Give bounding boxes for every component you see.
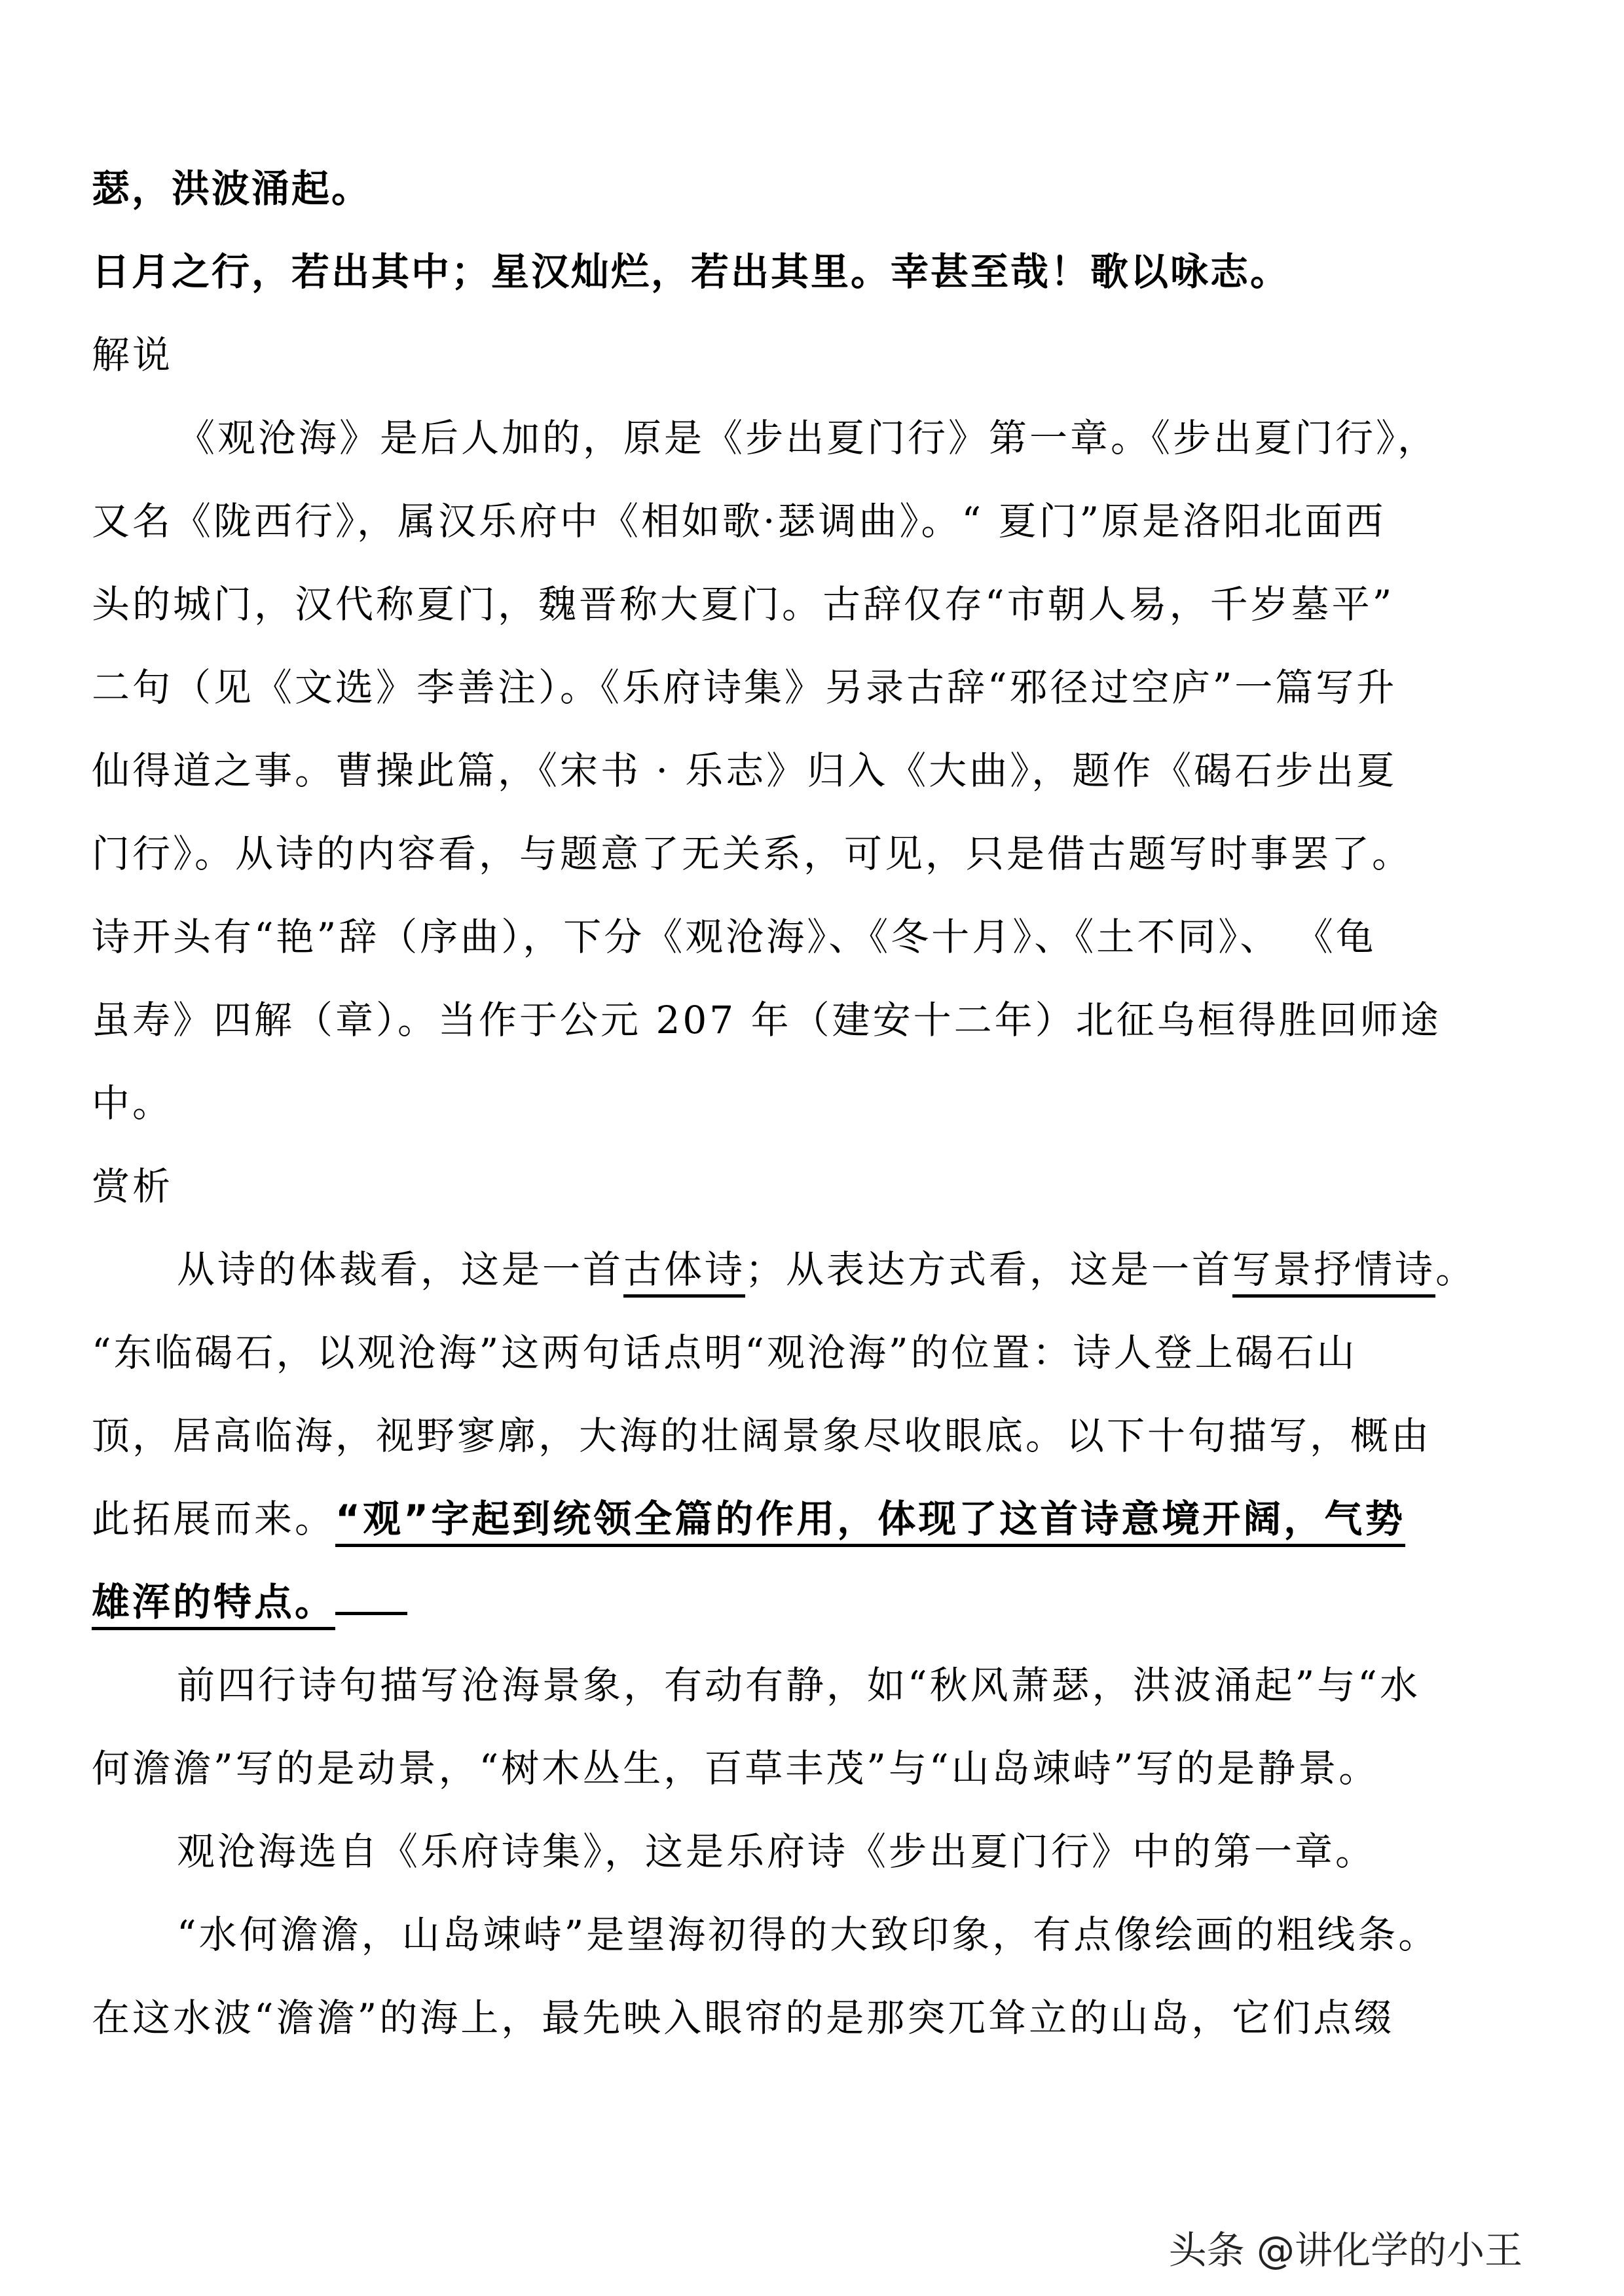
section-heading-explanation: 解说 xyxy=(92,333,174,377)
appreciation-line: 顶，居高临海，视野寥廓，大海的壮阔景象尽收眼底。以下十句描写，概由 xyxy=(92,1413,1432,1458)
explanation-line: 头的城门，汉代称夏门，魏晋称大夏门。古辞仅存“市朝人易，千岁墓平” xyxy=(92,582,1395,627)
text: 。 xyxy=(1435,1247,1477,1292)
appreciation-line: “水何澹澹，山岛竦峙”是望海初得的大致印象，有点像绘画的粗线条。 xyxy=(177,1912,1439,1957)
underlined-key-point: 雄浑的特点。 xyxy=(92,1580,335,1630)
underline-blank xyxy=(335,1586,407,1615)
explanation-line: 门行》。从诗的内容看，与题意了无关系，可见，只是借古题写时事罢了。 xyxy=(92,831,1413,876)
explanation-line: 《观沧海》是后人加的，原是《步出夏门行》第一章。《步出夏门行》， xyxy=(177,416,1439,460)
explanation-line: 二句（见《文选》李善注）。《乐府诗集》另录古辞“邪径过空庐”一篇写升 xyxy=(92,665,1397,710)
underlined-term: 古体诗 xyxy=(623,1247,745,1298)
poem-line: 瑟，洪波涌起。 xyxy=(92,166,372,211)
underlined-key-point: “观”字起到统领全篇的作用，体现了这首诗意境开阔，气势 xyxy=(335,1497,1405,1547)
appreciation-line: 前四行诗句描写沧海景象，有动有静，如“秋风萧瑟，洪波涌起”与“水 xyxy=(177,1663,1420,1707)
explanation-line: 虽寿》四解（章）。当作于公元 207 年（建安十二年）北征乌桓得胜回师途 xyxy=(92,998,1441,1042)
poem-line: 日月之行，若出其中；星汉灿烂，若出其里。幸甚至哉！歌以咏志。 xyxy=(92,249,1291,294)
appreciation-line: 在这水波“澹澹”的海上，最先映入眼帘的是那突兀耸立的山岛，它们点缀 xyxy=(92,1995,1395,2040)
explanation-line: 仙得道之事。曹操此篇，《宋书 · 乐志》归入《大曲》，题作《碣石步出夏 xyxy=(92,748,1397,793)
text: 此拓展而来。 xyxy=(92,1497,336,1541)
appreciation-line xyxy=(92,1561,1532,1644)
text: ；从表达方式看，这是一首 xyxy=(745,1247,1233,1292)
explanation-line: 诗开头有“艳”辞（序曲），下分《观沧海》、《冬十月》、《土不同》、 《龟 xyxy=(92,915,1376,959)
document-page xyxy=(92,147,1532,2060)
watermark: 头条 @讲化学的小王 xyxy=(1168,2228,1522,2272)
appreciation-line: “东临碣石，以观沧海”这两句话点明“观沧海”的位置：诗人登上碣石山 xyxy=(92,1330,1357,1375)
appreciation-line xyxy=(92,1478,1532,1561)
appreciation-line xyxy=(92,1228,1532,1311)
appreciation-line: 观沧海选自《乐府诗集》，这是乐府诗《步出夏门行》中的第一章。 xyxy=(177,1829,1376,1874)
appreciation-line: 何澹澹”写的是动景，“树木丛生，百草丰茂”与“山岛竦峙”写的是静景。 xyxy=(92,1746,1380,1791)
explanation-line: 又名《陇西行》，属汉乐府中《相如歌·瑟调曲》。“ 夏门”原是洛阳北面西 xyxy=(92,499,1386,543)
section-heading-appreciation: 赏析 xyxy=(92,1164,174,1209)
text: 从诗的体裁看，这是一首 xyxy=(177,1247,624,1292)
underlined-term: 写景抒情诗 xyxy=(1232,1247,1435,1298)
explanation-line: 中。 xyxy=(92,1081,174,1125)
